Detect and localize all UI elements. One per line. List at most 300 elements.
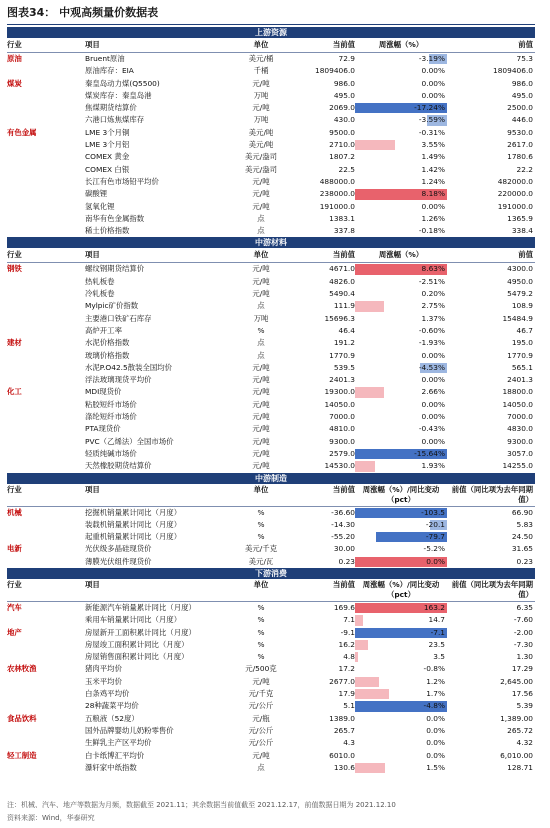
change-cell: [355, 762, 447, 774]
item-name: 稀土价格指数: [85, 226, 130, 236]
change-bar: [355, 615, 363, 625]
table-row: [7, 151, 535, 163]
current-value: 488000.0: [319, 176, 355, 186]
table-row: [7, 436, 535, 448]
table-row: [7, 411, 535, 423]
current-value: 539.5: [333, 362, 355, 372]
change-cell: [355, 411, 447, 423]
industry-label: 农林牧渔: [7, 664, 37, 674]
unit: 点: [257, 762, 265, 772]
current-value: 4671.0: [329, 264, 355, 274]
change-value: 0.0%: [426, 713, 445, 723]
current-value: 7.1: [343, 615, 355, 625]
previous-value: -2.00: [513, 627, 533, 637]
item-name: 国外品牌婴幼儿奶粉零售价: [85, 725, 174, 735]
change-cell: [355, 713, 447, 725]
table-row: [7, 639, 535, 651]
header-change: 周涨幅（%）: [378, 40, 424, 49]
table-row: [7, 164, 535, 176]
current-value: 30.00: [333, 544, 355, 554]
change-cell: [355, 114, 447, 126]
item-name: 轻质纯碱市场价: [85, 448, 137, 458]
change-cell: [355, 53, 447, 65]
table-row: [7, 213, 535, 225]
change-value: -79.7: [425, 532, 445, 542]
change-cell: [355, 288, 447, 300]
header-current: 当前值: [332, 250, 355, 260]
section-header: 中游材料: [7, 237, 535, 248]
change-value: 1.5%: [426, 762, 445, 772]
unit: 元/公斤: [248, 701, 274, 711]
item-name: 碳酸锂: [85, 189, 108, 199]
change-cell: [355, 519, 447, 531]
item-name: 浮法玻璃现货平均价: [85, 375, 152, 385]
item-name: 玻璃价格指数: [85, 350, 130, 360]
unit: 元/吨: [252, 176, 270, 186]
item-name: 28种蔬菜平均价: [85, 701, 139, 711]
table-row: [7, 127, 535, 139]
change-cell: [355, 65, 447, 77]
table-row: [7, 300, 535, 312]
change-value: 2.75%: [421, 301, 445, 311]
current-value: 1770.9: [329, 350, 355, 360]
previous-value: 265.72: [507, 725, 533, 735]
change-cell: [355, 90, 447, 102]
change-cell: [355, 676, 447, 688]
header-item: 项目: [85, 40, 100, 49]
change-cell: [355, 151, 447, 163]
table-row: [7, 460, 535, 472]
table-row: [7, 78, 535, 90]
item-name: 原油库存：EIA: [85, 66, 134, 76]
unit: 美元/盎司: [244, 164, 278, 174]
current-value: 46.4: [338, 325, 355, 335]
unit: 元/吨: [252, 103, 270, 113]
change-cell: [355, 750, 447, 762]
unit: 元/吨: [252, 676, 270, 686]
item-name: 主要港口铁矿石库存: [85, 313, 152, 323]
table-row: [7, 288, 535, 300]
change-value: 1.37%: [421, 313, 445, 323]
unit: 元/吨: [252, 375, 270, 385]
previous-value: 22.2: [516, 164, 533, 174]
header-previous: 前值: [518, 40, 533, 49]
current-value: 17.9: [338, 689, 355, 699]
previous-value: 1780.6: [507, 152, 533, 162]
table-row: [7, 556, 535, 568]
change-cell: [355, 614, 447, 626]
table-row: [7, 114, 535, 126]
change-value: -0.60%: [418, 325, 445, 335]
section-header: 上游资源: [7, 27, 535, 38]
unit: %: [257, 325, 265, 335]
unit: %: [257, 615, 265, 625]
change-value: 1.2%: [426, 676, 445, 686]
change-cell: [355, 139, 447, 151]
header-change: 周涨幅（%）/同比变动（pct）: [362, 579, 440, 599]
previous-value: 3057.0: [507, 448, 533, 458]
item-name: 装载机销量累计同比（月度）: [85, 519, 182, 529]
previous-value: 31.65: [511, 544, 533, 554]
item-name: 挖掘机销量累计同比（月度）: [85, 507, 182, 517]
table-row: [7, 543, 535, 555]
change-value: 3.55%: [421, 140, 445, 150]
previous-value: 1,389.00: [500, 713, 533, 723]
column-header-row: [7, 248, 535, 263]
unit: 点: [257, 226, 265, 236]
item-name: 六港口炼焦煤库存: [85, 115, 145, 125]
unit: 元/吨: [252, 448, 270, 458]
unit: 点: [257, 213, 265, 223]
table-row: [7, 676, 535, 688]
industry-label: 钢铁: [7, 264, 22, 274]
unit: 元/吨: [252, 424, 270, 434]
change-value: 23.5: [428, 639, 445, 649]
change-value: -0.43%: [418, 424, 445, 434]
change-cell: [355, 436, 447, 448]
item-name: PVC（乙烯法）全国市场价: [85, 436, 174, 446]
previous-value: 46.7: [516, 325, 533, 335]
previous-value: 15484.9: [502, 313, 533, 323]
change-cell: [355, 300, 447, 312]
change-cell: [355, 399, 447, 411]
table-row: [7, 651, 535, 663]
current-value: 430.0: [333, 115, 355, 125]
table-row: [7, 176, 535, 188]
header-current: 当前值: [332, 579, 355, 589]
change-value: 1.93%: [421, 461, 445, 471]
change-cell: [355, 201, 447, 213]
previous-value: 5479.2: [507, 289, 533, 299]
current-value: 2710.0: [329, 140, 355, 150]
table-row: [7, 225, 535, 237]
industry-label: 汽车: [7, 602, 22, 612]
table-row: [7, 627, 535, 639]
unit: 元/吨: [252, 750, 270, 760]
unit: 美元/吨: [248, 140, 274, 150]
change-bar: [355, 677, 379, 687]
unit: 元/吨: [252, 276, 270, 286]
current-value: 1807.2: [329, 152, 355, 162]
unit: 美元/盎司: [244, 152, 278, 162]
change-cell: [355, 350, 447, 362]
change-value: 8.63%: [421, 264, 445, 274]
change-bar: [355, 461, 375, 471]
table-row: [7, 713, 535, 725]
current-value: 495.0: [333, 90, 355, 100]
unit: %: [257, 652, 265, 662]
unit: 千桶: [253, 66, 269, 76]
header-item: 项目: [85, 579, 100, 589]
table-row: [7, 602, 535, 614]
table-row: [7, 102, 535, 114]
change-cell: [355, 102, 447, 114]
item-name: 天然橡胶期货结算价: [85, 461, 152, 471]
unit: %: [257, 602, 265, 612]
item-name: 冷轧板卷: [85, 289, 115, 299]
table-row: [7, 362, 535, 374]
previous-value: 195.0: [511, 338, 533, 348]
previous-value: 1.30: [516, 652, 533, 662]
change-value: -0.18%: [418, 226, 445, 236]
table-row: [7, 700, 535, 712]
change-cell: [355, 127, 447, 139]
unit: 元/吨: [252, 189, 270, 199]
table-row: [7, 725, 535, 737]
item-name: 水泥P.O42.5散装全国均价: [85, 362, 173, 372]
current-value: 14050.0: [324, 399, 355, 409]
industry-label: 电新: [7, 544, 22, 554]
item-name: 房屋竣工面积累计同比（月度）: [85, 639, 189, 649]
change-value: 163.2: [423, 602, 445, 612]
header-item: 项目: [85, 484, 100, 494]
column-header-row: [7, 484, 535, 507]
change-bar: [355, 301, 384, 311]
change-value: 0.00%: [421, 201, 445, 211]
current-value: 2579.0: [329, 448, 355, 458]
header-unit: 单位: [253, 250, 269, 260]
current-value: 111.9: [333, 301, 355, 311]
previous-value: 1770.9: [507, 350, 533, 360]
change-cell: [355, 688, 447, 700]
table-row: [7, 507, 535, 519]
change-cell: [355, 423, 447, 435]
change-value: -7.1: [430, 627, 445, 637]
change-bar: [355, 763, 385, 773]
item-name: 光伏级多晶硅现货价: [85, 544, 152, 554]
header-industry: 行业: [7, 579, 22, 589]
previous-value: 14050.0: [502, 399, 533, 409]
change-value: 0.00%: [421, 436, 445, 446]
figure-title: 图表34： 中观高频量价数据表: [7, 6, 159, 19]
table-row: [7, 750, 535, 762]
column-header-row: [7, 579, 535, 602]
previous-value: 9300.0: [507, 436, 533, 446]
table-row: [7, 688, 535, 700]
table-row: [7, 90, 535, 102]
current-value: 17.2: [338, 664, 355, 674]
item-name: Mylpic矿价指数: [85, 301, 139, 311]
price-volume-table: [7, 27, 535, 774]
change-value: 14.7: [428, 615, 445, 625]
item-name: Bruent原油: [85, 54, 125, 63]
unit: 万吨: [253, 90, 269, 100]
change-value: 0.00%: [421, 66, 445, 76]
item-name: 煤炭库存：秦皇岛港: [85, 90, 152, 100]
previous-value: 4.32: [516, 738, 533, 748]
previous-value: 2500.0: [507, 103, 533, 113]
unit: 元/吨: [252, 461, 270, 471]
current-value: 191.2: [333, 338, 355, 348]
current-value: 130.6: [333, 762, 355, 772]
previous-value: 66.90: [511, 507, 533, 517]
previous-value: 17.56: [511, 689, 533, 699]
change-cell: [355, 700, 447, 712]
section-header: 中游制造: [7, 473, 535, 484]
header-previous: 前值: [518, 250, 533, 260]
previous-value: 5.39: [516, 701, 533, 711]
change-cell: [355, 651, 447, 663]
change-value: 1.42%: [421, 164, 445, 174]
change-value: -3.19%: [418, 54, 445, 63]
unit: 元/吨: [252, 387, 270, 397]
industry-label: 食品饮料: [7, 713, 37, 723]
item-name: 房屋销售面积累计同比（月度）: [85, 652, 189, 662]
previous-value: 18800.0: [502, 387, 533, 397]
previous-value: 1809406.0: [493, 66, 533, 76]
change-value: -1.93%: [418, 338, 445, 348]
unit: 元/瓶: [252, 713, 270, 723]
table-row: [7, 374, 535, 386]
header-industry: 行业: [7, 250, 22, 260]
item-name: MDI现货价: [85, 387, 122, 397]
current-value: 19300.0: [324, 387, 355, 397]
unit: 元/千克: [248, 689, 274, 699]
industry-label: 煤炭: [7, 78, 22, 88]
previous-value: 482000.0: [497, 176, 533, 186]
unit: 元/公斤: [248, 725, 274, 735]
unit: 元/500克: [245, 664, 277, 674]
previous-value: 6,010.00: [500, 750, 533, 760]
item-name: 螺纹钢期货结算价: [85, 264, 145, 274]
current-value: 0.23: [338, 556, 355, 566]
item-name: 白条鸡平均价: [85, 689, 130, 699]
change-value: -15.64%: [414, 448, 445, 458]
item-name: 高炉开工率: [85, 325, 122, 335]
current-value: 16.2: [338, 639, 355, 649]
item-name: 涤纶短纤市场价: [85, 412, 137, 422]
previous-value: 2617.0: [507, 140, 533, 150]
item-name: 热轧板卷: [85, 276, 115, 286]
previous-value: 986.0: [511, 78, 533, 88]
previous-value: 191000.0: [497, 201, 533, 211]
change-value: 0.00%: [421, 399, 445, 409]
table-row: [7, 423, 535, 435]
previous-value: 5.83: [516, 519, 533, 529]
current-value: 9300.0: [329, 436, 355, 446]
header-previous: 前值（同比项为去年同期值）: [451, 484, 533, 504]
current-value: 2401.3: [329, 375, 355, 385]
table-row: [7, 762, 535, 774]
header-current: 当前值: [332, 40, 355, 49]
change-cell: [355, 176, 447, 188]
current-value: -14.30: [331, 519, 355, 529]
change-cell: [355, 448, 447, 460]
change-cell: [355, 725, 447, 737]
item-name: 南华有色金属指数: [85, 213, 145, 223]
unit: 元/吨: [252, 289, 270, 299]
industry-label: 轻工制造: [7, 750, 37, 760]
item-name: 水泥价格指数: [85, 338, 130, 348]
unit: 元/吨: [252, 201, 270, 211]
industry-label: 建材: [7, 338, 22, 348]
change-value: -0.8%: [423, 664, 445, 674]
previous-value: 338.4: [511, 226, 533, 236]
change-cell: [355, 164, 447, 176]
table-row: [7, 276, 535, 288]
item-name: COMEX 白银: [85, 164, 130, 174]
table-row: [7, 139, 535, 151]
unit: 美元/桶: [248, 54, 274, 63]
header-current: 当前值: [332, 484, 355, 494]
table-row: [7, 350, 535, 362]
change-bar: [355, 640, 368, 650]
header-unit: 单位: [253, 484, 269, 494]
change-cell: [355, 663, 447, 675]
change-value: -4.8%: [423, 701, 445, 711]
table-row: [7, 519, 535, 531]
current-value: 7000.0: [329, 412, 355, 422]
change-value: 0.0%: [426, 556, 445, 566]
table-row: [7, 531, 535, 543]
current-value: 2069.0: [329, 103, 355, 113]
table-row: [7, 448, 535, 460]
previous-value: -7.30: [513, 639, 533, 649]
table-row: [7, 263, 535, 275]
change-value: 3.5: [433, 652, 445, 662]
table-row: [7, 201, 535, 213]
header-unit: 单位: [253, 579, 269, 589]
unit: 点: [257, 301, 265, 311]
table-row: [7, 65, 535, 77]
change-value: 0.00%: [421, 412, 445, 422]
previous-value: 75.3: [516, 54, 533, 63]
unit: 元/吨: [252, 78, 270, 88]
change-cell: [355, 639, 447, 651]
change-cell: [355, 337, 447, 349]
unit: %: [257, 507, 265, 517]
change-cell: [355, 276, 447, 288]
current-value: 9500.0: [329, 127, 355, 137]
change-cell: [355, 263, 447, 275]
table-row: [7, 313, 535, 325]
change-cell: [355, 543, 447, 555]
current-value: 169.6: [333, 602, 355, 612]
unit: 点: [257, 350, 265, 360]
unit: 元/吨: [252, 436, 270, 446]
change-value: 0.00%: [421, 375, 445, 385]
previous-value: 220000.0: [497, 189, 533, 199]
item-name: 乘用车销量累计同比（月度）: [85, 615, 182, 625]
change-value: 0.00%: [421, 90, 445, 100]
change-cell: [355, 556, 447, 568]
change-value: -4.53%: [418, 362, 445, 372]
current-value: 4826.0: [329, 276, 355, 286]
previous-value: 446.0: [511, 115, 533, 125]
change-cell: [355, 602, 447, 614]
change-bar: [355, 387, 384, 397]
current-value: 14530.0: [324, 461, 355, 471]
previous-value: 6.35: [516, 602, 533, 612]
current-value: 4.8: [343, 652, 355, 662]
item-name: 玉米平均价: [85, 676, 122, 686]
table-row: [7, 614, 535, 626]
previous-value: 4300.0: [507, 264, 533, 274]
industry-label: 机械: [7, 507, 22, 517]
item-name: 焦煤期货结算价: [85, 103, 137, 113]
change-bar: [355, 689, 389, 699]
change-cell: [355, 213, 447, 225]
previous-value: 2401.3: [507, 375, 533, 385]
item-name: 粘胶短纤市场价: [85, 399, 137, 409]
current-value: 191000.0: [319, 201, 355, 211]
current-value: 5.1: [343, 701, 355, 711]
item-name: 秦皇岛动力煤(Q5500): [85, 78, 160, 88]
item-name: 起重机销量累计同比（月度）: [85, 532, 182, 542]
current-value: 1383.1: [329, 213, 355, 223]
change-cell: [355, 460, 447, 472]
change-cell: [355, 78, 447, 90]
